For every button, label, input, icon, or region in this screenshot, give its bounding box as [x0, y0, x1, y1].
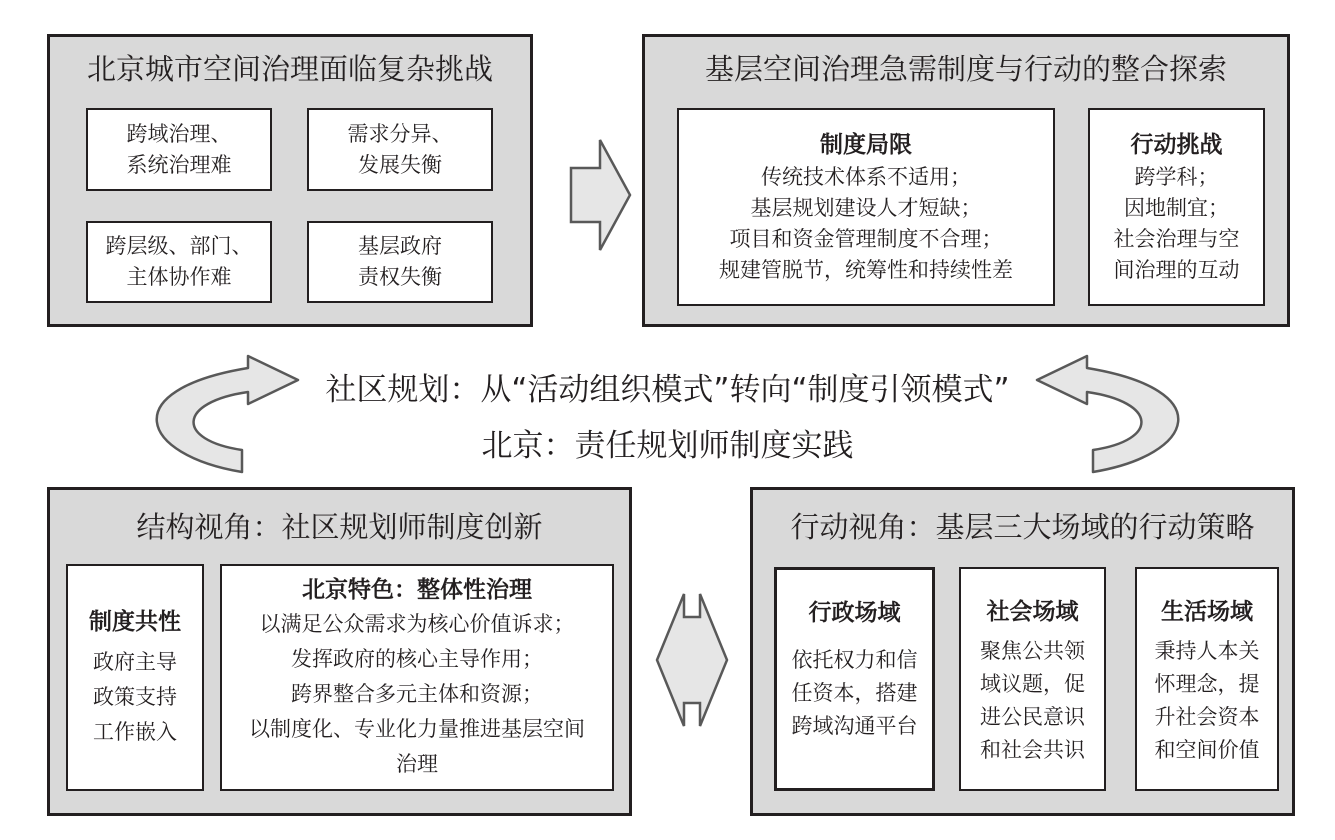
box-line: 依托权力和信	[791, 648, 918, 672]
box-heading: 行动挑战	[1130, 132, 1223, 158]
box-line: 间治理的互动	[1113, 258, 1240, 282]
box-line: 和空间价值	[1154, 738, 1260, 762]
box-line: 主体协作难	[126, 265, 232, 289]
panel-title: 行动视角：基层三大场域的行动策略	[790, 510, 1255, 544]
action-challenges-box	[1088, 108, 1265, 306]
box-line: 政府主导	[93, 650, 177, 674]
box-heading: 制度共性	[89, 609, 181, 635]
right-block-arrow	[571, 140, 630, 250]
field-box-administrative	[774, 567, 935, 791]
double-block-arrow	[657, 594, 727, 726]
box-line: 治理	[396, 752, 438, 776]
box-line: 跨学科；	[1134, 165, 1219, 189]
center-line-2: 北京：责任规划师制度实践	[481, 428, 854, 464]
field-box-social	[959, 567, 1106, 791]
box-line: 以满足公众需求为核心价值诉求；	[259, 612, 575, 636]
panel-structure	[47, 487, 632, 816]
box-line: 任资本，搭建	[791, 681, 918, 705]
box-line: 发展失衡	[358, 152, 442, 177]
box-line: 跨层级、部门、	[105, 234, 253, 258]
beijing-box	[220, 564, 614, 791]
box-line: 聚焦公共领	[980, 639, 1085, 663]
challenge-box-4	[307, 221, 493, 303]
box-line: 升社会资本	[1154, 705, 1260, 729]
box-line: 系统治理难	[126, 152, 232, 177]
box-heading: 社会场域	[986, 599, 1079, 625]
panel-challenges	[47, 34, 533, 327]
panel-title: 基层空间治理急需制度与行动的整合探索	[704, 52, 1227, 86]
box-line: 跨界整合多元主体和资源；	[291, 682, 543, 706]
box-line: 跨域治理、	[126, 121, 232, 146]
panel-integration	[642, 34, 1290, 327]
box-line: 社会治理与空	[1113, 227, 1240, 251]
box-heading: 生活场域	[1161, 599, 1253, 625]
box-line: 以制度化、专业化力量推进基层空间	[249, 717, 585, 741]
box-line: 怀理念，提	[1154, 672, 1260, 696]
box-line: 因地制宜；	[1124, 196, 1229, 220]
challenge-box-1	[86, 108, 272, 191]
panel-action	[750, 487, 1295, 816]
common-box	[66, 564, 204, 791]
box-heading: 制度局限	[820, 132, 912, 158]
box-line: 责权失衡	[358, 265, 442, 289]
box-line: 传统技术体系不适用；	[761, 165, 971, 189]
box-heading: 北京特色：整体性治理	[302, 577, 532, 603]
box-line: 基层政府	[358, 234, 442, 258]
panel-title: 结构视角：社区规划师制度创新	[136, 510, 543, 544]
field-box-living	[1135, 567, 1279, 791]
institution-limits-box	[677, 108, 1055, 306]
challenge-box-2	[307, 108, 493, 191]
center-line-1: 社区规划：从“活动组织模式”转向“制度引领模式”	[325, 372, 1010, 408]
box-line: 需求分异、	[347, 121, 453, 146]
box-line: 和社会共识	[980, 738, 1085, 762]
box-line: 基层规划建设人才短缺；	[750, 196, 982, 220]
box-line: 政策支持	[93, 685, 177, 709]
box-line: 域议题，促	[980, 672, 1085, 696]
box-line: 发挥政府的核心主导作用；	[291, 647, 543, 671]
box-line: 秉持人本关	[1154, 639, 1260, 663]
box-line: 项目和资金管理制度不合理；	[729, 227, 1003, 251]
panel-title: 北京城市空间治理面临复杂挑战	[86, 52, 493, 86]
box-line: 进公民意识	[980, 705, 1085, 729]
box-heading: 行政场域	[808, 600, 901, 626]
box-line: 工作嵌入	[93, 720, 177, 744]
box-line: 跨域沟通平台	[791, 714, 918, 738]
box-line: 规建管脱节，统筹性和持续性差	[719, 258, 1013, 282]
challenge-box-3	[86, 221, 272, 303]
